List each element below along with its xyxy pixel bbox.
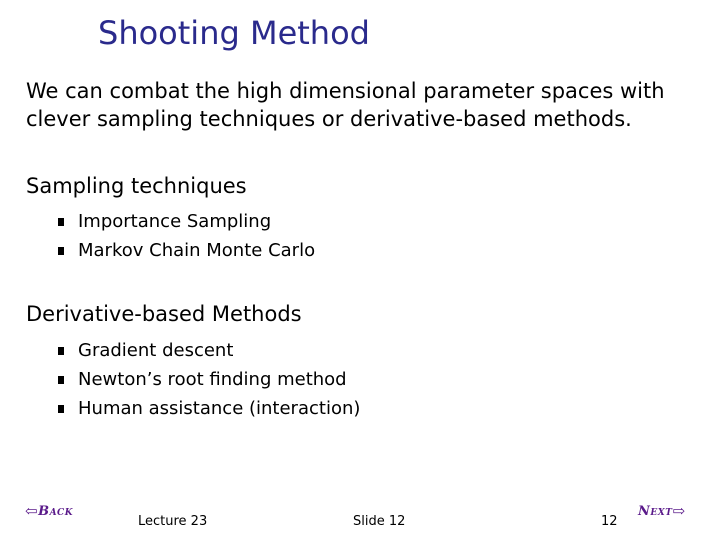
intro-paragraph [26, 77, 706, 133]
footer-lecture: Lecture 23 [138, 514, 208, 529]
square-bullet-icon [58, 405, 64, 413]
back-label: Back [38, 503, 74, 519]
square-bullet-icon [58, 376, 64, 384]
list-item [58, 207, 315, 236]
intro-line: We can combat the high dimensional parameter spaces with [26, 79, 665, 103]
list-item [58, 336, 360, 365]
footer-page-number: 12 [601, 514, 618, 529]
left-arrow-icon: ⇦ [25, 502, 39, 520]
section-heading-sampling: Sampling techniques [26, 174, 247, 198]
list-item [58, 236, 315, 265]
next-label: Next [638, 503, 673, 519]
back-button[interactable] [25, 502, 73, 520]
list-item-label: Newton’s root finding method [78, 368, 347, 390]
sampling-list [58, 207, 315, 265]
footer-slide: Slide 12 [353, 514, 406, 529]
right-arrow-icon: ⇨ [672, 502, 686, 520]
list-item-label: Gradient descent [78, 339, 234, 361]
square-bullet-icon [58, 247, 64, 255]
section-heading-derivative: Derivative-based Methods [26, 302, 302, 326]
square-bullet-icon [58, 347, 64, 355]
list-item [58, 365, 360, 394]
list-item-label: Markov Chain Monte Carlo [78, 239, 316, 261]
next-button[interactable] [638, 502, 686, 520]
list-item-label: Human assistance (interaction) [78, 397, 361, 419]
intro-line: clever sampling techniques or derivative-based methods. [26, 107, 632, 131]
list-item [58, 394, 360, 423]
list-item-label: Importance Sampling [78, 210, 272, 232]
square-bullet-icon [58, 218, 64, 226]
derivative-list [58, 336, 360, 423]
slide-title: Shooting Method [98, 14, 370, 52]
